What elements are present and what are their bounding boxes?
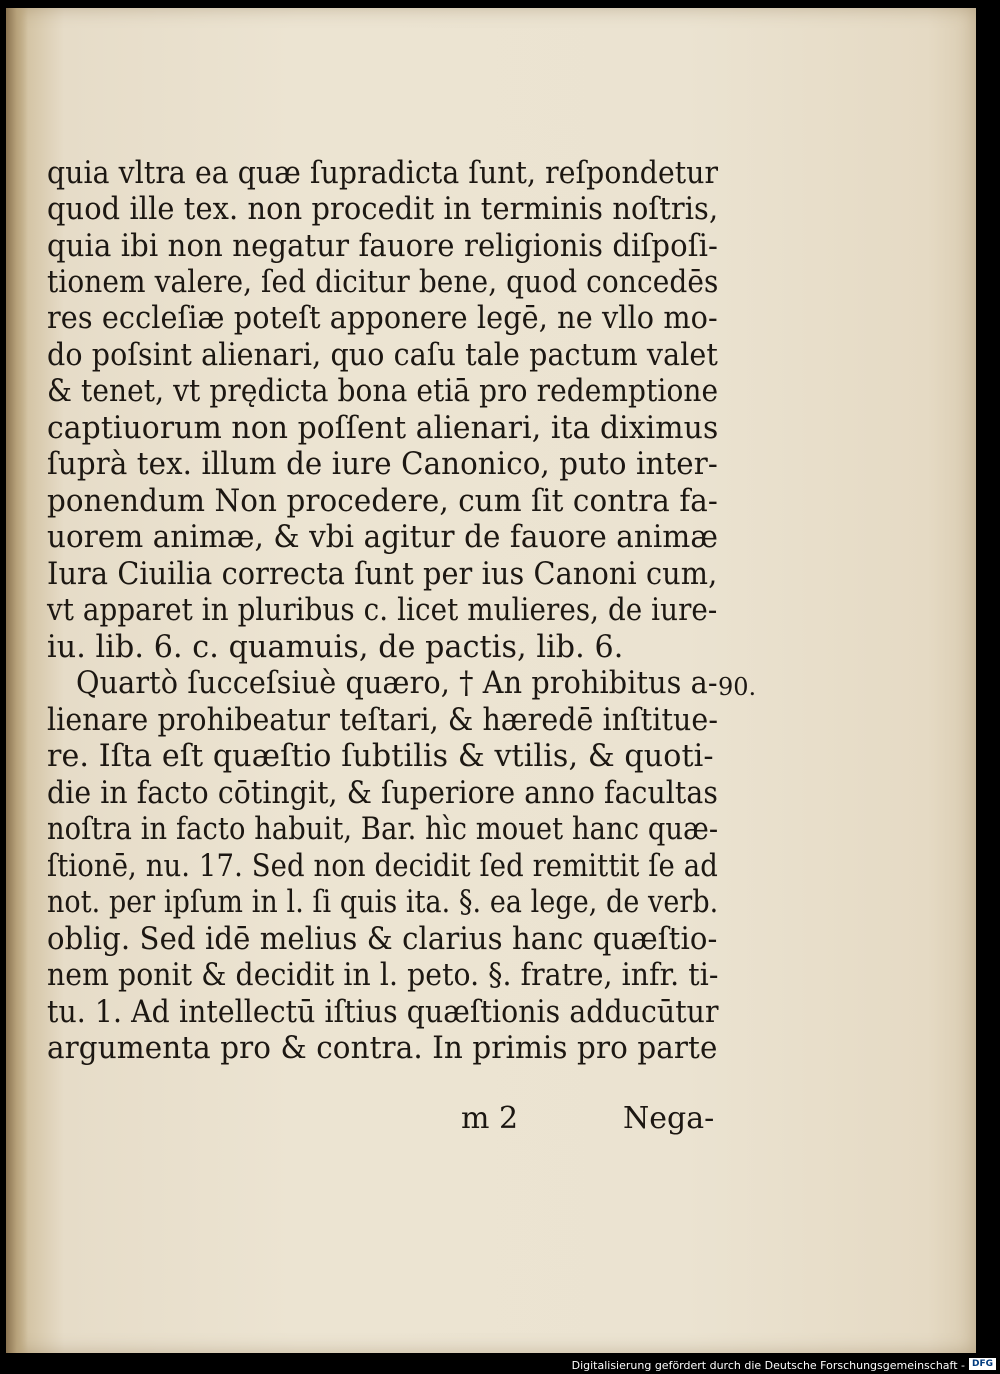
digitization-footer: [0, 1356, 1000, 1372]
page-binding-edge: [6, 8, 28, 1353]
text-line: ponendum Non procedere, cum ſit contra fa-: [47, 484, 718, 519]
text-line: ſtionē, nu. 17. Sed non decidit ſed remittit ſe ad: [47, 849, 718, 884]
signature-mark: m 2: [461, 1101, 519, 1136]
text-line: & tenet, vt prędicta bona etiā pro redemptione: [47, 374, 719, 409]
dfg-logo: DFG: [969, 1358, 996, 1370]
text-line: not. per ipſum in l. ſi quis ita. §. ea lege, de verb.: [47, 885, 719, 920]
text-line: uorem animæ, & vbi agitur de fauore animæ: [47, 520, 719, 555]
text-line: nem ponit & decidit in l. peto. §. fratre, infr. ti-: [47, 958, 719, 993]
text-line: argumenta pro & contra. In primis pro parte: [47, 1031, 718, 1066]
text-line: die in facto cōtingit, & ſuperiore anno facultas: [47, 776, 718, 811]
text-line: quia ibi non negatur fauore religionis diſpoſi-: [47, 229, 718, 264]
text-line: quia vltra ea quæ ſupradicta ſunt, reſpondetur: [47, 156, 719, 191]
catchword: Nega-: [623, 1101, 715, 1136]
text-line: res eccleſiæ poteſt apponere legē, ne vllo mo-: [47, 301, 718, 336]
margin-number: 90.: [718, 673, 757, 701]
text-line: vt apparet in pluribus c. licet mulieres, de iure-: [47, 593, 718, 628]
text-line: Iura Ciuilia correcta ſunt per ius Canoni cum,: [47, 557, 718, 592]
scanned-page: [6, 8, 976, 1353]
text-line: do poſsint alienari, quo caſu tale pactum valet: [47, 338, 718, 373]
text-line: oblig. Sed idē melius & clarius hanc quæſtio-: [47, 922, 718, 957]
text-line: tionem valere, ſed dicitur bene, quod concedēs: [47, 265, 719, 300]
text-line: Quartò ſucceſsiuè quæro, † An prohibitus a-: [76, 666, 718, 701]
text-line: lienare prohibeatur teſtari, & hæredē inſtitue-: [47, 703, 719, 738]
text-line: captiuorum non poſſent alienari, ita diximus: [47, 411, 719, 446]
text-line: tu. 1. Ad intellectū iſtius quæſtionis adducūtur: [47, 995, 719, 1030]
text-line: re. Iſta eſt quæſtio ſubtilis & vtilis, & quoti-: [47, 739, 714, 774]
text-line: quod ille tex. non procedit in terminis noſtris,: [47, 192, 719, 227]
text-line: iu. lib. 6. c. quamuis, de pactis, lib. 6.: [47, 630, 624, 665]
text-line: noſtra in facto habuit, Bar. hìc mouet hanc quæ-: [47, 812, 719, 847]
footer-credit: Digitalisierung gefördert durch die Deutsche Forschungsgemeinschaft -: [571, 1359, 965, 1372]
text-line: ſuprà tex. illum de iure Canonico, puto inter-: [47, 447, 718, 482]
